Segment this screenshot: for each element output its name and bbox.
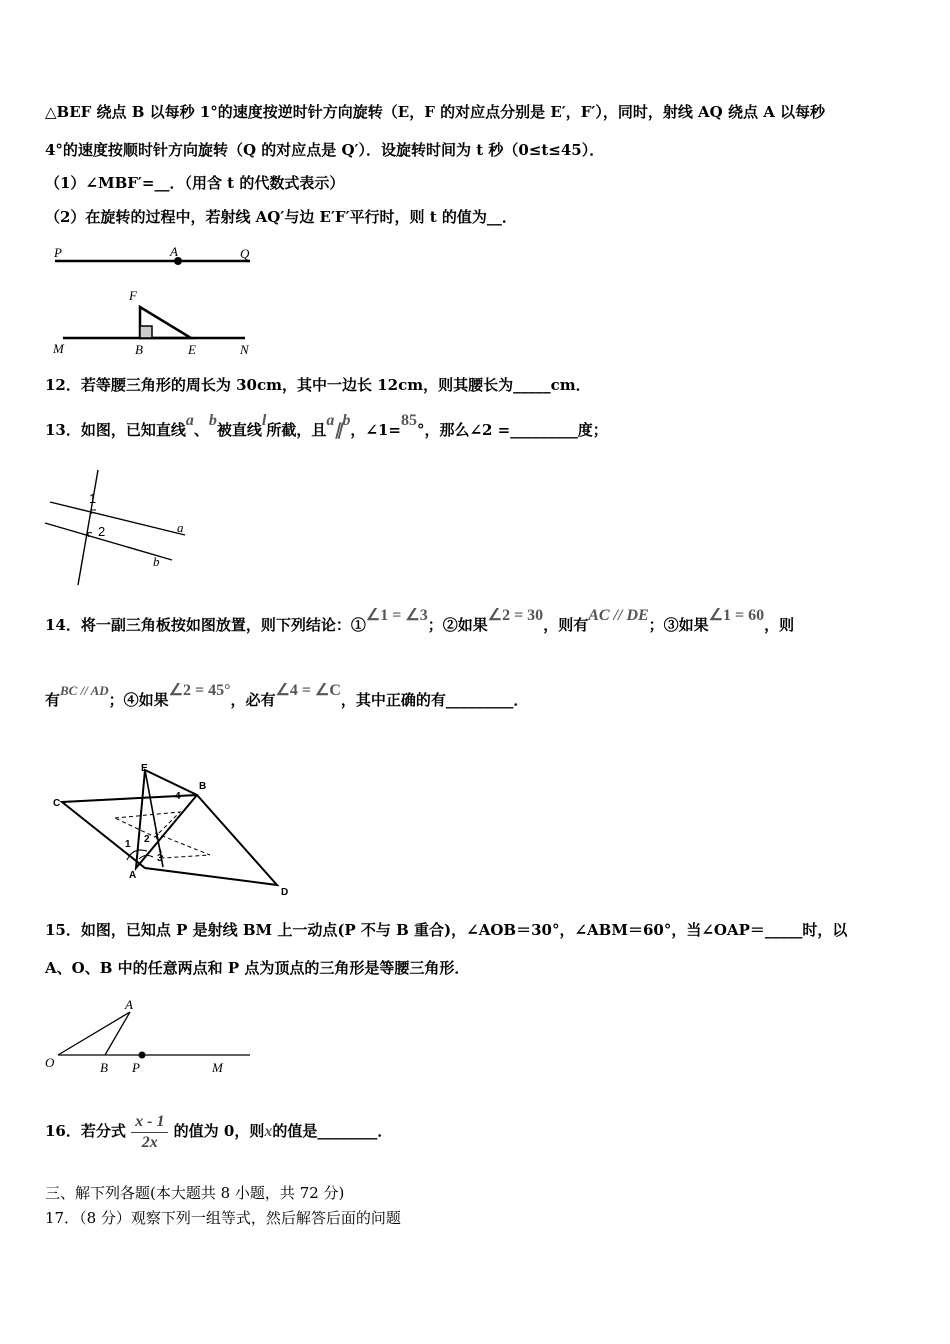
q16-numerator: x - 1	[131, 1112, 168, 1133]
q14-c7: ∠4 = ∠C	[275, 682, 341, 699]
q13-b2: b	[342, 412, 351, 429]
q15-line2: A、O、B 中的任意两点和 P 点为顶点的三角形是等腰三角形．	[45, 959, 470, 977]
q14-line1	[45, 607, 795, 636]
q11-label-F: F	[129, 288, 137, 303]
q13-label-b: b	[153, 554, 160, 569]
q14-label-3: 3	[157, 853, 163, 864]
q11-label-B: B	[135, 342, 143, 357]
q11-figure	[45, 240, 275, 365]
q16-prefix: 16．若分式	[45, 1122, 126, 1140]
q13-a: a	[185, 412, 194, 429]
q14-t6: ，必有	[230, 691, 276, 709]
q14-label-4: 4	[175, 791, 181, 802]
q13-b: b	[208, 412, 217, 429]
q14-label-2: 2	[144, 834, 150, 845]
q13-mid3: ，∠1=	[350, 421, 401, 439]
q16-x: x	[264, 1123, 273, 1140]
q11-label-A: A	[170, 244, 178, 259]
q14-t2: ，则有	[543, 616, 589, 634]
q15-label-M: M	[212, 1060, 223, 1075]
q13-label-a: a	[177, 520, 184, 535]
section3-title: 三、解下列各题(本大题共 8 小题，共 72 分)	[45, 1184, 345, 1202]
q13-line	[45, 412, 608, 441]
q13-parallel: ∥	[334, 422, 343, 439]
q14-c5: BC // AD	[60, 683, 109, 698]
q14-label-C: C	[53, 798, 61, 809]
q16-denominator: 2x	[141, 1133, 158, 1151]
q14-label-D: D	[281, 887, 289, 898]
q11-label-Q: Q	[240, 246, 250, 261]
q13-label-2: 2	[98, 524, 106, 539]
q14-c6: ∠2 = 45°	[168, 682, 231, 699]
q11-line2: 4°的速度按顺时针方向旋转（Q 的对应点是 Q′）．设旋转时间为 t 秒（0≤t≤45）．	[45, 141, 605, 159]
q14-c2: ∠2 = 30	[487, 607, 544, 624]
q14-line2	[45, 682, 529, 711]
q13-suffix: °，那么∠2 =_________度；	[416, 421, 608, 439]
q14-t5: ；④如果	[108, 691, 169, 709]
q14-figure	[45, 755, 305, 900]
q16-mid: 的值为 0，则	[173, 1122, 265, 1140]
q13-l: l	[261, 412, 267, 429]
q15-label-A: A	[125, 997, 133, 1012]
q15-label-P: P	[132, 1060, 140, 1075]
q16-fraction	[131, 1112, 168, 1153]
q14-t3: ；③如果	[648, 616, 709, 634]
q14-c4: ∠1 = 60	[708, 607, 765, 624]
q13-mid2: 所截，且	[266, 421, 327, 439]
q13-mid1: 被直线	[216, 421, 262, 439]
q14-t4: ，则	[764, 616, 795, 634]
q11-line1: △BEF 绕点 B 以每秒 1°的速度按逆时针方向旋转（E，F 的对应点分别是 E′，F′），同时，射线 AQ 绕点 A 以每秒	[45, 103, 826, 121]
q14-l2-prefix: 有	[45, 691, 61, 709]
q14-label-E: E	[141, 763, 148, 774]
q13-angle-value: 85	[400, 412, 417, 429]
q11-label-E: E	[188, 342, 196, 357]
q14-c3: AC // DE	[588, 607, 649, 624]
q11-part2: （2）在旋转的过程中，若射线 AQ′与边 E′F′平行时，则 t 的值为__．	[45, 208, 517, 226]
q16-line	[45, 1102, 392, 1161]
q13-a2: a	[326, 412, 335, 429]
q13-label-1: 1	[89, 491, 97, 506]
q13-prefix: 13．如图，已知直线	[45, 421, 186, 439]
q11-label-P: P	[54, 245, 62, 260]
q15-label-B: B	[100, 1060, 108, 1075]
q11-label-N: N	[240, 342, 249, 357]
q17-text: 17．（8 分）观察下列一组等式，然后解答后面的问题	[45, 1209, 401, 1227]
q15-label-O: O	[45, 1055, 55, 1070]
q13-figure	[40, 465, 200, 590]
q14-c1: ∠1 = ∠3	[365, 607, 428, 624]
q11-label-M: M	[53, 341, 64, 356]
q12-text: 12．若等腰三角形的周长为 30cm，其中一边长 12cm，则其腰长为_____cm．	[45, 376, 591, 394]
q14-label-1: 1	[125, 839, 131, 850]
q14-t7: ，其中正确的有_________．	[340, 691, 529, 709]
q11-part1: （1）∠MBF′=__．（用含 t 的代数式表示）	[45, 174, 345, 192]
q14-prefix: 14．将一副三角板按如图放置，则下列结论：①	[45, 616, 366, 634]
q15-figure	[40, 995, 255, 1080]
q13-sep: 、	[193, 421, 209, 439]
q14-label-B: B	[199, 781, 207, 792]
q16-suffix: 的值是________．	[272, 1122, 393, 1140]
q14-label-A: A	[129, 870, 137, 881]
q15-line1: 15．如图，已知点 P 是射线 BM 上一动点(P 不与 B 重合)，∠AOB＝30°，∠ABM＝60°，当∠OAP＝_____时，以	[45, 921, 848, 939]
q14-t1: ；②如果	[427, 616, 488, 634]
